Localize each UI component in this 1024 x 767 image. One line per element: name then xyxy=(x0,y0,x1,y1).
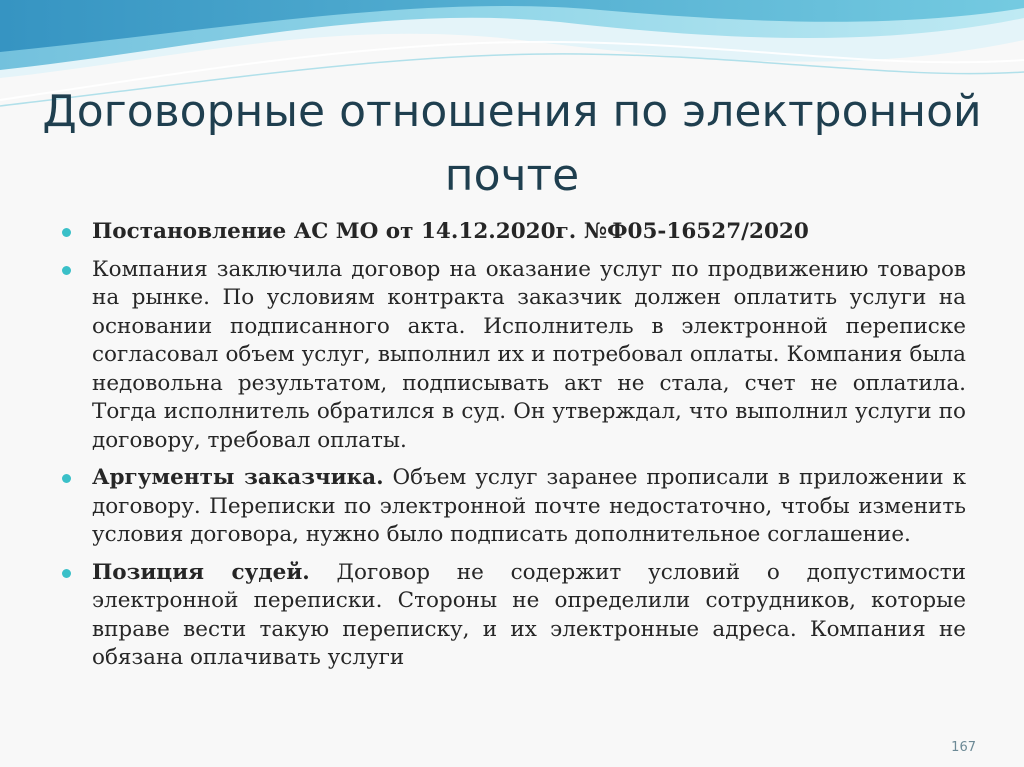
list-item xyxy=(62,559,966,673)
item-text: Объем услуг заранее прописали в приложении к договору. Переписки по электронной почте недостаточно, чтобы изменить условия договора, нужно было подписать дополнительное соглашение. xyxy=(92,465,967,547)
bullet-list xyxy=(62,218,966,682)
list-item xyxy=(62,256,966,456)
list-item xyxy=(62,218,966,247)
bullet-icon xyxy=(62,266,71,275)
item-text: Компания заключила договор на оказание услуг по продвижению товаров на рынке. По условиям контракта заказчик должен оплатить услуги на основании подписанного акта. Исполнитель в электронной переписке согласовал объем услуг, выполнил их и потребовал оплаты. Компания была недовольна результатом, подписывать акт не стала, счет не оплатила. Тогда исполнитель обратился в суд. Он утверждал, что выполнил услуги по договору, требовал оплаты. xyxy=(92,256,966,453)
slide-title: Договорные отношения по электронной почте xyxy=(42,86,982,201)
bullet-icon xyxy=(62,569,71,578)
page-number: 167 xyxy=(951,740,976,755)
item-lead: Постановление АС МО от 14.12.2020г. №Ф05-16527/2020 xyxy=(92,219,809,244)
bullet-icon xyxy=(62,228,71,237)
item-lead: Позиция судей. xyxy=(92,559,310,585)
list-item xyxy=(62,464,966,550)
item-text: Договор не содержит условий о допустимости электронной переписки. Стороны не определили сотрудников, которые вправе вести такую переписку, и их электронные адреса. Компания не обязана оплачивать услуги xyxy=(92,559,966,670)
bullet-icon xyxy=(62,474,71,483)
item-lead: Аргументы заказчика. xyxy=(92,465,384,490)
